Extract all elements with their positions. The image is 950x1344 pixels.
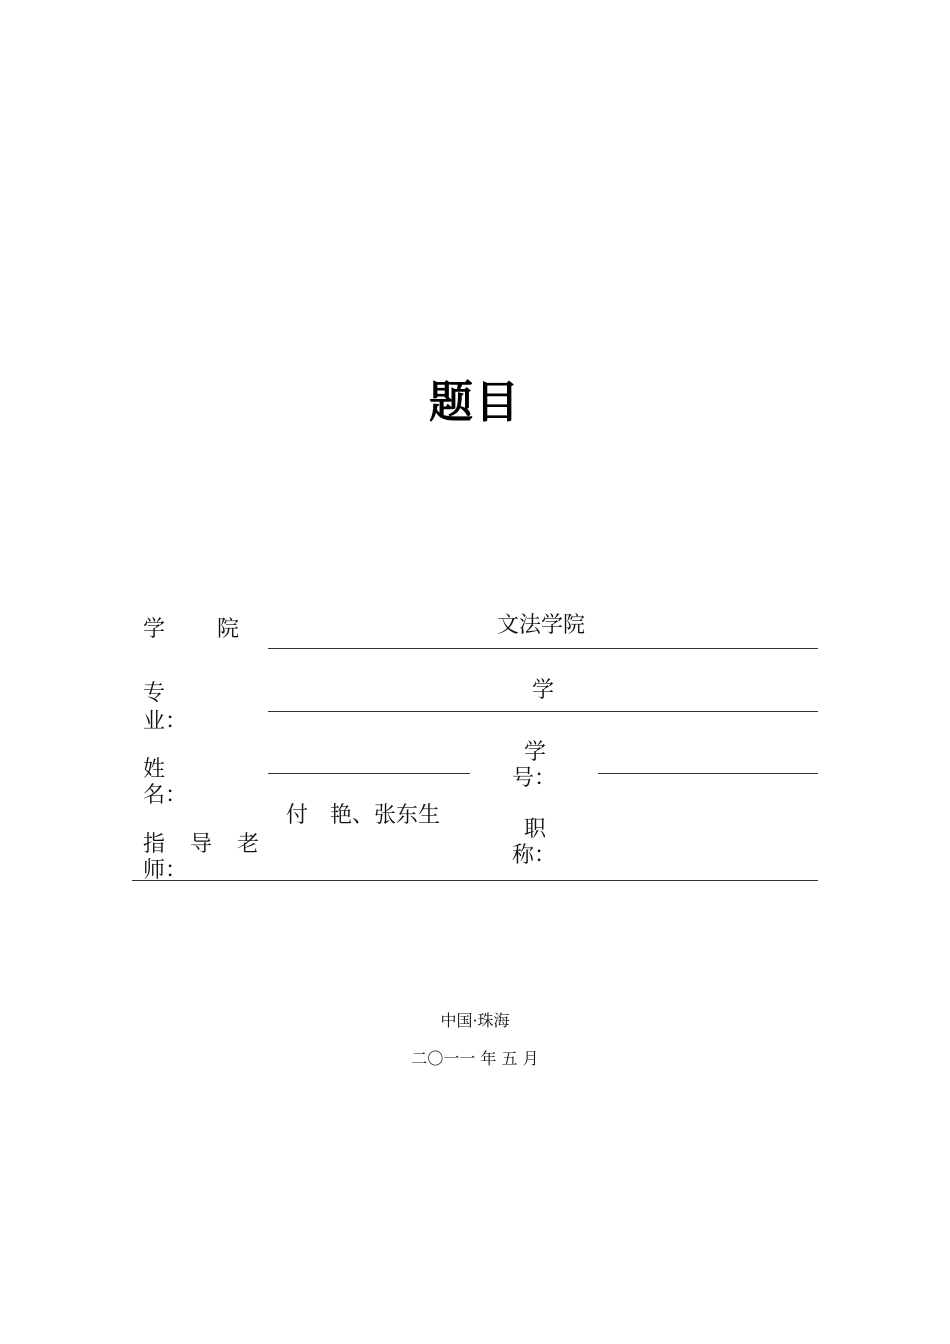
name-underline [268,773,470,774]
college-value: 文法学院 [497,613,586,638]
advisor-label-line-1 [143,832,259,858]
advisor-label-char-3: 老 [236,832,259,857]
name-label-line-1: 姓 [143,757,166,782]
name-label-line-2: 名： [143,783,188,808]
major-underline [268,711,818,712]
student-id-label-line-1: 学 [524,740,547,765]
college-label [143,617,239,643]
rank-label-line-1: 职 [524,817,547,842]
major-label-line-2: 业： [143,709,188,734]
major-label-line-1: 专 [143,681,166,706]
advisor-label-char-2: 导 [189,832,212,857]
student-id-underline [598,773,818,774]
advisor-label-line-2: 师： [143,858,188,883]
college-underline [268,648,818,649]
advisor-label-char-1: 指 [143,832,166,857]
footer-date: 二〇一一 年 五 月 [411,1049,539,1068]
page-title: 题目 [429,377,521,428]
college-label-char-2: 院 [216,617,239,642]
major-value: 学 [532,678,555,703]
footer-location: 中国·珠海 [440,1011,510,1030]
advisor-value: 付 艳、张东生 [286,803,441,828]
student-id-label-line-2: 号： [512,766,557,791]
college-label-char-1: 学 [143,617,166,642]
rank-label-line-2: 称： [512,843,557,868]
form-bottom-rule [132,880,818,881]
